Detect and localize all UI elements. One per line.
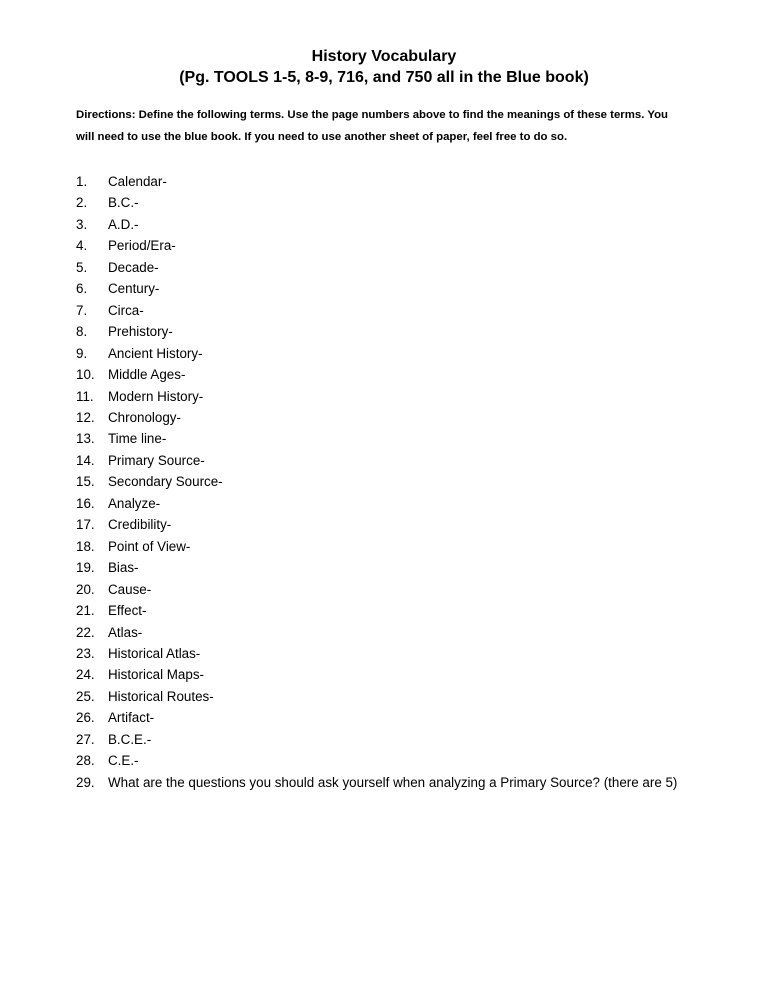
list-item-term: Effect- bbox=[108, 603, 147, 619]
list-item bbox=[76, 514, 696, 535]
list-item-number: 13. bbox=[76, 431, 95, 447]
list-item-number: 17. bbox=[76, 517, 95, 533]
list-item bbox=[76, 729, 696, 750]
list-item bbox=[76, 428, 696, 449]
list-item-number: 26. bbox=[76, 710, 95, 726]
list-item-term: Credibility- bbox=[108, 517, 172, 533]
list-item bbox=[76, 643, 696, 664]
list-item-term: Analyze- bbox=[108, 495, 161, 511]
list-item-term: Ancient History- bbox=[108, 345, 203, 361]
list-item bbox=[76, 364, 696, 385]
list-item-number: 7. bbox=[76, 302, 88, 318]
list-item-term: Calendar- bbox=[108, 174, 167, 189]
list-item-term: Primary Source- bbox=[108, 452, 205, 468]
list-item-term: Bias- bbox=[108, 560, 139, 576]
list-item-number: 6. bbox=[76, 281, 88, 297]
vocabulary-list bbox=[76, 171, 696, 793]
list-item bbox=[76, 707, 696, 728]
list-item bbox=[76, 171, 696, 192]
list-item-number: 16. bbox=[76, 495, 95, 511]
list-item-number: 23. bbox=[76, 645, 95, 661]
list-item-term: Historical Maps- bbox=[108, 667, 204, 683]
list-item-number: 22. bbox=[76, 624, 95, 640]
list-item-number: 2. bbox=[76, 195, 88, 211]
list-item-term: Period/Era- bbox=[108, 238, 176, 254]
list-item bbox=[76, 664, 696, 685]
list-item-number: 29. bbox=[76, 774, 95, 790]
list-item-term: Modern History- bbox=[108, 388, 204, 404]
list-item-term: A.D.- bbox=[108, 216, 139, 232]
document-title: History Vocabulary bbox=[311, 48, 457, 65]
list-item-number: 12. bbox=[76, 409, 95, 425]
list-item-number: 15. bbox=[76, 474, 95, 490]
list-item-term: Atlas- bbox=[108, 624, 143, 640]
list-item bbox=[76, 579, 696, 600]
list-item bbox=[76, 343, 696, 364]
list-item-number: 8. bbox=[76, 324, 88, 340]
list-item bbox=[76, 772, 696, 793]
list-item bbox=[76, 557, 696, 578]
list-item-term: Cause- bbox=[108, 581, 152, 597]
list-item-term: Circa- bbox=[108, 302, 144, 318]
list-item-number: 20. bbox=[76, 581, 95, 597]
list-item bbox=[76, 471, 696, 492]
list-item bbox=[76, 493, 696, 514]
list-item-number: 3. bbox=[76, 216, 88, 232]
list-item-term: Artifact- bbox=[108, 710, 155, 726]
list-item-term: Historical Routes- bbox=[108, 688, 214, 704]
list-item bbox=[76, 536, 696, 557]
list-item-number: 19. bbox=[76, 560, 95, 576]
list-item-term: B.C.E.- bbox=[108, 731, 152, 747]
document-subtitle: (Pg. TOOLS 1-5, 8-9, 716, and 750 all in the Blue book) bbox=[179, 69, 589, 86]
list-item bbox=[76, 407, 696, 428]
list-item-term: Prehistory- bbox=[108, 324, 173, 340]
list-item bbox=[76, 686, 696, 707]
list-item-number: 21. bbox=[76, 603, 95, 619]
list-item-number: 11. bbox=[76, 388, 94, 404]
list-item bbox=[76, 235, 696, 256]
list-item-number: 18. bbox=[76, 538, 95, 554]
list-item-number: 1. bbox=[76, 174, 88, 189]
list-item bbox=[76, 278, 696, 299]
list-item-term: C.E.- bbox=[108, 753, 139, 769]
list-item bbox=[76, 321, 696, 342]
list-item bbox=[76, 192, 696, 213]
list-item-number: 4. bbox=[76, 238, 88, 254]
list-item-number: 10. bbox=[76, 367, 95, 383]
list-item-term: Time line- bbox=[108, 431, 167, 447]
list-item-term: Middle Ages- bbox=[108, 367, 186, 383]
list-item-term: Chronology- bbox=[108, 409, 181, 425]
list-item bbox=[76, 600, 696, 621]
list-item-term: Century- bbox=[108, 281, 160, 297]
list-item bbox=[76, 750, 696, 771]
list-item-term: Decade- bbox=[108, 259, 159, 275]
list-item-term: B.C.- bbox=[108, 195, 139, 211]
list-item-term: Secondary Source- bbox=[108, 474, 223, 490]
list-item-term: What are the questions you should ask yourself when analyzing a Primary Source? (there are 5) bbox=[108, 774, 678, 790]
list-item bbox=[76, 257, 696, 278]
list-item-number: 24. bbox=[76, 667, 95, 683]
list-item-term: Historical Atlas- bbox=[108, 645, 201, 661]
list-item-number: 28. bbox=[76, 753, 95, 769]
list-item bbox=[76, 214, 696, 235]
directions-paragraph: Directions: Define the following terms. Use the page numbers above to find the meanings of these terms. You will need to use the blue book. If you need to use another sheet of paper, feel free to do so. bbox=[76, 109, 668, 143]
list-item-number: 14. bbox=[76, 452, 95, 468]
list-item-number: 9. bbox=[76, 345, 88, 361]
list-item bbox=[76, 300, 696, 321]
list-item-number: 25. bbox=[76, 688, 95, 704]
list-item-number: 27. bbox=[76, 731, 95, 747]
list-item-term: Point of View- bbox=[108, 538, 191, 554]
title-block bbox=[0, 46, 768, 88]
list-item bbox=[76, 450, 696, 471]
list-item bbox=[76, 622, 696, 643]
list-item-number: 5. bbox=[76, 259, 88, 275]
list-item bbox=[76, 386, 696, 407]
